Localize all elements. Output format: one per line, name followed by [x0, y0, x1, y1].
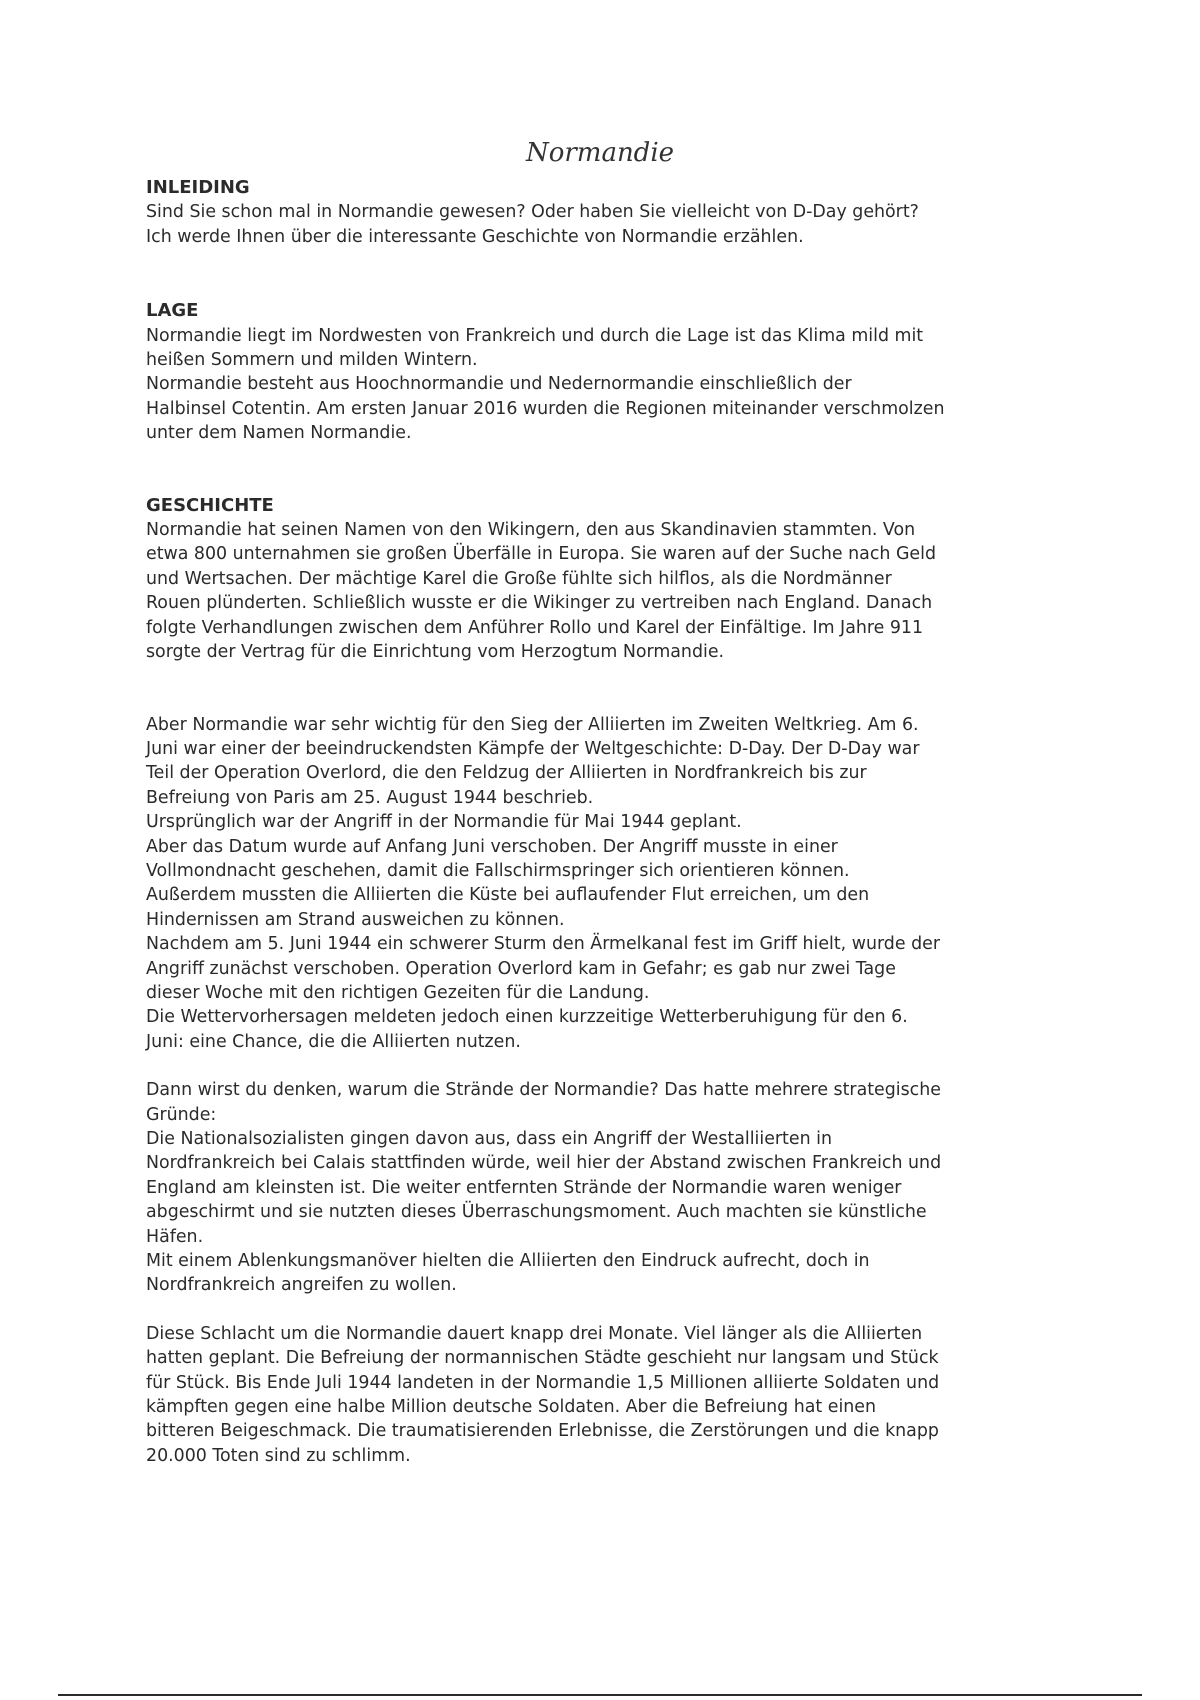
spacer: [146, 249, 1066, 299]
section-history: [146, 494, 1066, 665]
page-title: Normandie: [525, 138, 675, 168]
section-text-history: Normandie hat seinen Namen von den Wikingern, den aus Skandinavien stammten. Von etwa 800 unternahmen sie großen Überfälle in Europa. Sie waren auf der Suche nach Geld und Wertsachen. Der mächtige Karel die Große fühlte sich hilflos, als die Nordmänner Rouen plünderten. Schließlich wusste er die Wikinger zu vertreiben nach England. Danach folgte Verhandlungen zwischen dem Anführer Rollo und Karel der Einfältige. Im Jahre 911 sorgte der Vertrag für die Einrichtung vom Herzogtum Normandie.: [146, 520, 936, 663]
spacer: [146, 1298, 1066, 1322]
section-heading-history: GESCHICHTE: [146, 494, 274, 516]
bottom-divider: [58, 1694, 1142, 1696]
paragraph-ww2: Aber Normandie war sehr wichtig für den Sieg der Alliierten im Zweiten Weltkrieg. Am 6. Juni war einer der beeindruckendsten Kämpfe der Weltgeschichte: D-Day. Der D-Day war Teil der Operation Overlord, die den Feldzug der Alliierten in Nordfrankreich bis zur Befreiung von Paris am 25. August 1944 beschrieb. Ursprünglich war der Angriff in der Normandie für Mai 1944 geplant. Aber das Datum wurde auf Anfang Juni verschoben. Der Angriff musste in einer Vollmondnacht geschehen, damit die Fallschirmspringer sich orientieren können. Außerdem mussten die Alliierten die Küste bei auflaufender Flut erreichen, um den Hindernissen am Strand ausweichen zu können. Nachdem am 5. Juni 1944 ein schwerer Sturm den Ärmelkanal fest im Griff hielt, wurde der Angriff zunächst verschoben. Operation Overlord kam in Gefahr; es gab nur zwei Tage dieser Woche mit den richtigen Gezeiten für die Landung. Die Wettervorhersagen meldeten jedoch einen kurzzeitige Wetterberuhigung für den 6. Juni: eine Chance, die die Alliierten nutzen.: [146, 714, 940, 1052]
spacer: [146, 446, 1066, 494]
section-text-intro: Sind Sie schon mal in Normandie gewesen? Oder haben Sie vielleicht von D-Day gehört? Ich werde Ihnen über die interessante Geschichte von Normandie erzählen.: [146, 202, 919, 247]
section-location: [146, 299, 1066, 445]
section-heading-intro: INLEIDING: [146, 177, 250, 198]
paragraph-battle: Diese Schlacht um die Normandie dauert knapp drei Monate. Viel länger als die Alliierten hatten geplant. Die Befreiung der normannischen Städte geschieht nur langsam und Stück für Stück. Bis Ende Juli 1944 landeten in der Normandie 1,5 Millionen alliierte Soldaten und kämpften gegen eine halbe Million deutsche Soldaten. Aber die Befreiung hat einen bitteren Beigeschmack. Die traumatisierenden Erlebnisse, die Zerstörungen und die knapp 20.000 Toten sind zu schlimm.: [146, 1323, 940, 1466]
spacer: [146, 665, 1066, 713]
spacer: [146, 1054, 1066, 1078]
section-intro: [146, 176, 1066, 249]
document-body: [146, 176, 1066, 1468]
section-heading-location: LAGE: [146, 300, 199, 322]
section-text-location: Normandie liegt im Nordwesten von Frankreich und durch die Lage ist das Klima mild mit heißen Sommern und milden Wintern. Normandie besteht aus Hoochnormandie und Nedernormandie einschließlich der Halbinsel Cotentin. Am ersten Januar 2016 wurden die Regionen miteinander verschmolzen unter dem Namen Normandie.: [146, 325, 945, 444]
paragraph-beaches: Dann wirst du denken, warum die Strände der Normandie? Das hatte mehrere strategische Gründe: Die Nationalsozialisten gingen davon aus, dass ein Angriff der Westalliierten in Nordfrankreich bei Calais stattfinden würde, weil hier der Abstand zwischen Frankreich und England am kleinsten ist. Die weiter entfernten Strände der Normandie waren weniger abgeschirmt und sie nutzten dieses Überraschungsmoment. Auch machten sie künstliche Häfen. Mit einem Ablenkungsmanöver hielten die Alliierten den Eindruck aufrecht, doch in Nordfrankreich angreifen zu wollen.: [146, 1080, 942, 1296]
